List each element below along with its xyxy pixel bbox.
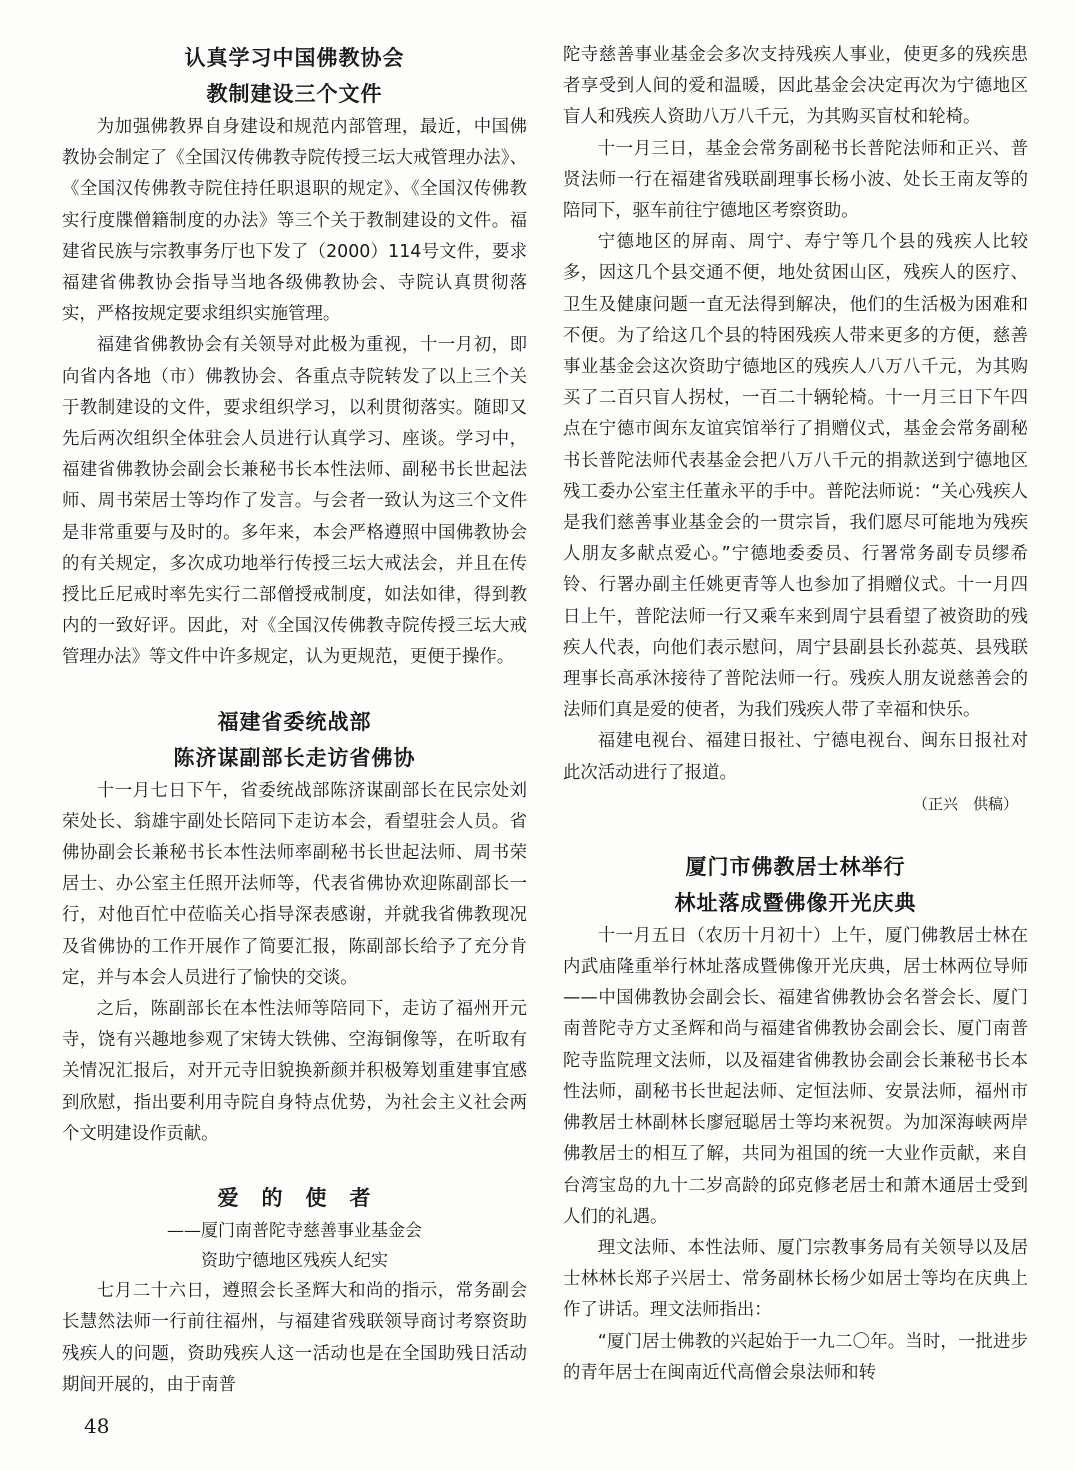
left-column (62, 40, 527, 1401)
article-title: 陈济谋副部长走访省佛协 (173, 745, 416, 770)
article-title: 认真学习中国佛教协会 (184, 46, 405, 70)
paragraph: 理文法师、本性法师、厦门宗教事务局有关领导以及居士林林长郑子兴居士、常务副林长杨少如居士等均在庆典上作了讲话。理文法师指出： (563, 1237, 1028, 1321)
article-title: 林址落成暨佛像开光庆典 (674, 890, 917, 915)
paragraph: 十一月三日，基金会常务副秘书长普陀法师和正兴、普贤法师一行在福建省残联副理事长杨小波、处长王南友等的陪同下，驱车前往宁德地区考察资助。 (563, 138, 1028, 222)
paragraph: 为加强佛教界自身建设和规范内部管理，最近，中国佛教协会制定了《全国汉传佛教寺院传授三坛大戒管理办法》、《全国汉传佛教寺院住持任职退职的规定》、《全国汉传佛教实行度牒僧籍制度的办法》等三个关于教制建设的文件。福建省民族与宗教事务厅也下发了（2000）114号文件，要求福建省佛教协会指导当地各级佛教协会、寺院认真贯彻落实，严格按规定要求组织实施管理。 (62, 117, 527, 325)
paragraph: 福建省佛教协会有关领导对此极为重视，十一月初，即向省内各地（市）佛教协会、各重点寺院转发了以上三个关于教制建设的文件，要求组织学习，以利贯彻落实。随即又先后两次组织全体驻会人员进行认真学习、座谈。学习中，福建省佛教协会副会长兼秘书长本性法师、副秘书长世起法师、周书荣居士等均作了发言。与会者一致认为这三个文件是非常重要与及时的。多年来，本会严格遵照中国佛教协会的有关规定，多次成功地举行传授三坛大戒法会，并且在传授比丘尼戒时率先实行二部僧授戒制度，如法如律，得到教内的一致好评。因此，对《全国汉传佛教寺院传授三坛大戒管理办法》等文件中许多规定，认为更规范，更便于操作。 (62, 335, 527, 668)
article-united-front-visit (62, 704, 527, 1150)
article-title: 教制建设三个文件 (206, 82, 383, 106)
paragraph: 福建电视台、福建日报社、宁德电视台、闽东日报社对此次活动进行了报道。 (563, 731, 1028, 783)
spacer (563, 819, 1028, 849)
spacer (62, 674, 527, 704)
article-title: 厦门市佛教居士林举行 (685, 854, 906, 879)
paragraph: 十一月五日（农历十月初十）上午，厦门佛教居士林在内武庙隆重举行林址落成暨佛像开光庆典，居士林两位导师——中国佛教协会副会长、福建省佛教协会名誉会长、厦门南普陀寺方丈圣辉和尚与福建省佛教协会副会长、厦门南普陀寺监院理文法师，以及福建省佛教协会副会长兼秘书长本性法师，副秘书长世起法师、定恒法师、安景法师，福州市佛教居士林副林长廖冠聪居士等均来祝贺。为加深海峡两岸佛教居士的相互了解，共同为祖国的统一大业作贡献，来自台湾宝岛的九十二岁高龄的邱克修老居士和萧木通居士受到人们的礼遇。 (563, 925, 1028, 1227)
paragraph: “厦门居士佛教的兴起始于一九二〇年。当时，一批进步的青年居士在闽南近代高僧会泉法师和转 (563, 1331, 1028, 1383)
article-xiamen-lay-buddhist-forest (563, 849, 1028, 1389)
spacer (62, 1150, 527, 1180)
article-subtitle: ——厦门南普陀寺慈善事业基金会 (167, 1221, 422, 1242)
article-messenger-of-love-continued (563, 40, 1028, 819)
paragraph: 十一月七日下午，省委统战部陈济谋副部长在民宗处刘荣处长、翁雄宇副处长陪同下走访本会，看望驻会人员。省佛协副会长兼秘书长本性法师率副秘书长世起法师、周书荣居士、办公室主任照开法师等，代表省佛协欢迎陈副部长一行，对他百忙中莅临关心指导深表感谢，并就我省佛教现况及省佛协的工作开展作了简要汇报，陈副部长给予了充分肯定，并与本会人员进行了愉快的交谈。 (62, 780, 527, 988)
byline: （正兴 供稿） (912, 794, 1018, 813)
paragraph: 七月二十六日，遵照会长圣辉大和尚的指示，常务副会长慧然法师一行前往福州，与福建省残联领导商讨考察资助残疾人的问题，资助残疾人这一活动也是在全国助残日活动期间开展的，由于南普 (62, 1281, 527, 1395)
article-title: 福建省委统战部 (217, 709, 372, 734)
paragraph: 之后，陈副部长在本性法师等陪同下，走访了福州开元寺，饶有兴趣地参观了宋铸大铁佛、空海铜像等，在听取有关情况汇报后，对开元寺旧貌换新颜并积极筹划重建事宜感到欣慰，指出要利用寺院自身特点优势，为社会主义社会两个文明建设作贡献。 (62, 999, 527, 1144)
right-column (563, 40, 1028, 1389)
article-study-documents (62, 40, 527, 674)
article-title: 爱 的 使 者 (217, 1186, 372, 1211)
paragraph: 宁德地区的屏南、周宁、寿宁等几个县的残疾人比较多，因这几个县交通不便，地处贫困山区，残疾人的医疗、卫生及健康问题一直无法得到解决，他们的生活极为困难和不便。为了给这几个县的特困残疾人带来更多的方便，慈善事业基金会这次资助宁德地区的残疾人八万八千元，为其购买了二百只盲人拐杖，一百二十辆轮椅。十一月三日下午四点在宁德市闽东友谊宾馆举行了捐赠仪式，基金会常务副秘书长普陀法师代表基金会把八万八千元的捐款送到宁德地区残工委办公室主任董永平的手中。普陀法师说：“关心残疾人是我们慈善事业基金会的一贯宗旨，我们愿尽可能地为残疾人朋友多献点爱心。”宁德地委委员、行署常务副专员缪希铃、行署办副主任姚更青等人也参加了捐赠仪式。十一月四日上午，普陀法师一行又乘车来到周宁县看望了被资助的残疾人代表，向他们表示慰问，周宁县副县长孙蕊英、县残联理事长高承沐接待了普陀法师一行。残疾人朋友说慈善会的法师们真是爱的使者，为我们残疾人带了幸福和快乐。 (563, 232, 1028, 721)
article-subtitle: 资助宁德地区残疾人纪实 (201, 1251, 388, 1272)
paragraph: 陀寺慈善事业基金会多次支持残疾人事业，使更多的残疾患者享受到人间的爱和温暖，因此基金会决定再次为宁德地区盲人和残疾人资助八万八千元，为其购买盲杖和轮椅。 (563, 45, 1028, 128)
article-messenger-of-love (62, 1180, 527, 1401)
page-number: 48 (84, 1414, 110, 1438)
